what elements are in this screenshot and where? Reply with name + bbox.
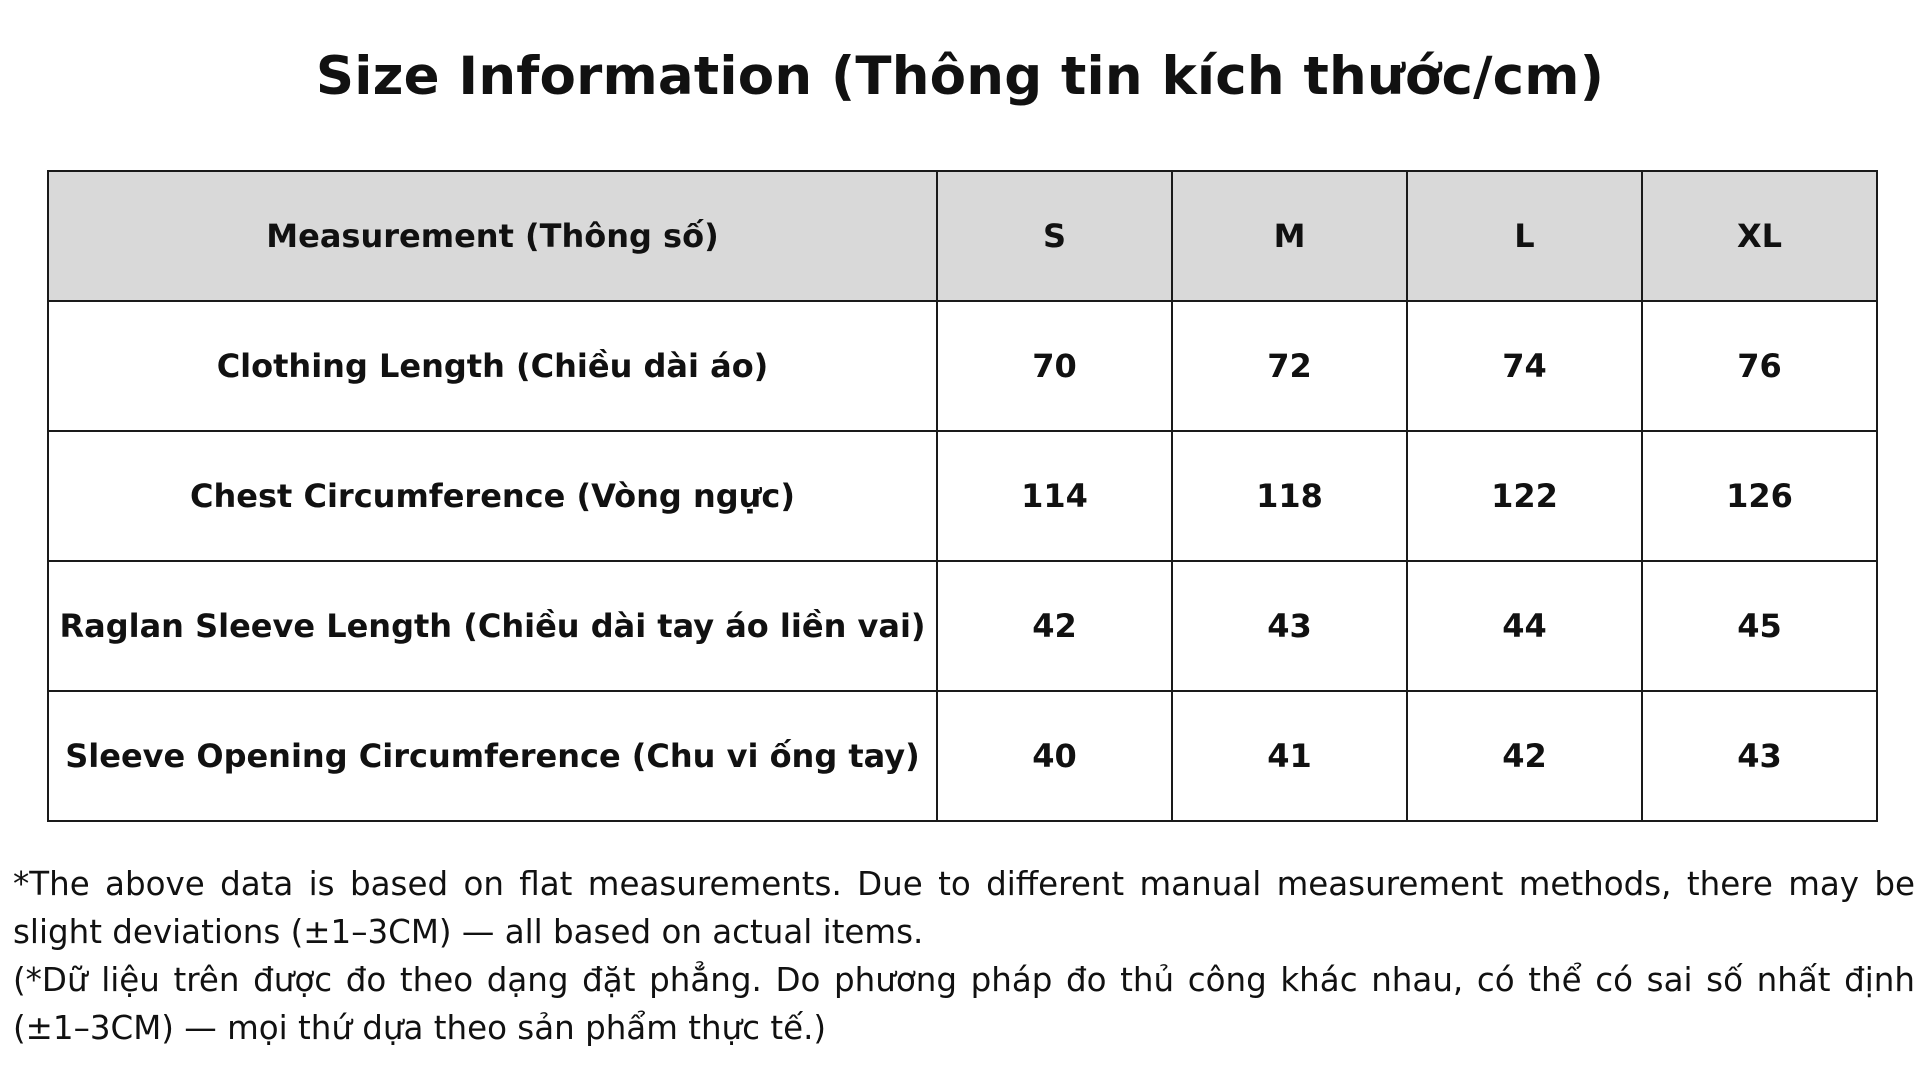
table-header-row [48, 171, 1877, 301]
cell-value: 126 [1642, 431, 1877, 561]
cell-value: 43 [1172, 561, 1407, 691]
header-size-s: S [937, 171, 1172, 301]
note-english: *The above data is based on flat measurements. Due to different manual measurement methods, there may be slight deviations (±1–3CM) — all based on actual items. [13, 865, 1915, 951]
cell-value: 74 [1407, 301, 1642, 431]
cell-value: 42 [937, 561, 1172, 691]
cell-value: 43 [1642, 691, 1877, 821]
cell-value: 118 [1172, 431, 1407, 561]
table-row [48, 561, 1877, 691]
row-label: Sleeve Opening Circumference (Chu vi ống tay) [48, 691, 937, 821]
cell-value: 76 [1642, 301, 1877, 431]
cell-value: 122 [1407, 431, 1642, 561]
cell-value: 42 [1407, 691, 1642, 821]
cell-value: 45 [1642, 561, 1877, 691]
row-label: Chest Circumference (Vòng ngực) [48, 431, 937, 561]
header-measurement: Measurement (Thông số) [48, 171, 937, 301]
header-size-l: L [1407, 171, 1642, 301]
header-size-xl: XL [1642, 171, 1877, 301]
cell-value: 41 [1172, 691, 1407, 821]
row-label: Raglan Sleeve Length (Chiều dài tay áo liền vai) [48, 561, 937, 691]
cell-value: 114 [937, 431, 1172, 561]
note-vietnamese: (*Dữ liệu trên được đo theo dạng đặt phẳng. Do phương pháp đo thủ công khác nhau, có thể có sai số nhất định (±1–3CM) — mọi thứ dựa theo sản phẩm thực tế.) [13, 961, 1915, 1047]
cell-value: 40 [937, 691, 1172, 821]
table-row [48, 301, 1877, 431]
row-label: Clothing Length (Chiều dài áo) [48, 301, 937, 431]
page-title: Size Information (Thông tin kích thước/cm) [315, 46, 1605, 107]
cell-value: 70 [937, 301, 1172, 431]
table-row [48, 691, 1877, 821]
header-size-m: M [1172, 171, 1407, 301]
cell-value: 72 [1172, 301, 1407, 431]
cell-value: 44 [1407, 561, 1642, 691]
size-table [47, 170, 1878, 822]
table-row [48, 431, 1877, 561]
